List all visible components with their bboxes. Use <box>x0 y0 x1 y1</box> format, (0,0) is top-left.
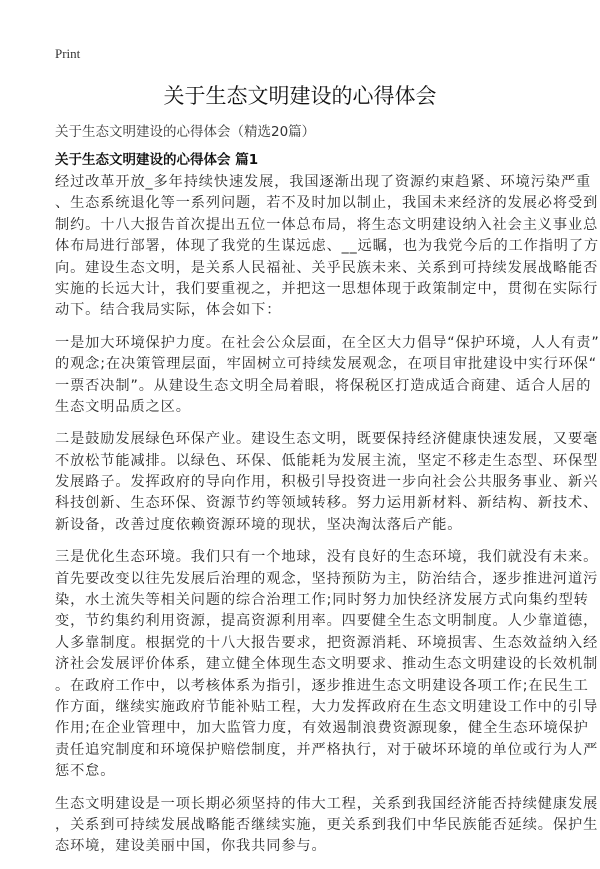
paragraph-line: 一是加大环境保护力度。在社会公众层面，在全区大力倡导“保护环境，人人有责” <box>55 334 600 351</box>
paragraph-line: 新设备，改善过度依赖资源环境的现状，坚决淘汰落后产能。 <box>55 516 463 533</box>
paragraph-line: 不放松节能减排。以绿色、环保、低能耗为发展主流，坚定不移走生态型、环保型 <box>55 452 599 469</box>
paragraph-line: 。在政府工作中，以考核体系为指引，逐步推进生态文明建设各项工作;在民生工 <box>55 677 589 694</box>
paragraph <box>55 429 599 536</box>
paragraph-line: 态环境，建设美丽中国，你我共同参与。 <box>55 838 327 855</box>
document-title: 关于生态文明建设的心得体会 <box>163 84 437 108</box>
paragraph-line: 作用;在企业管理中，加大监管力度，有效遏制浪费资源现象，健全生态环境保护 <box>55 720 589 737</box>
print-link[interactable]: Print <box>55 46 81 61</box>
document-body <box>55 172 600 869</box>
paragraph-line: 作方面，继续实施政府节能补贴工程，大力发挥政府在生态文明建设工作中的引导 <box>55 698 599 715</box>
paragraph-line: 、生态系统退化等一系列问题，若不及时加以制止，我国未来经济的发展必将受到 <box>55 195 599 212</box>
paragraph-line: 发展路子。发挥政府的导向作用，积极引导投资进一步向社会公共服务事业、新兴 <box>55 474 599 491</box>
paragraph-line: 动下。结合我局实际，体会如下： <box>55 302 282 319</box>
paragraph-line: 济社会发展评价体系，建立健全体现生态文明要求、推动生态文明建设的长效机制 <box>55 656 599 673</box>
document-subtitle: 关于生态文明建设的心得体会（精选20篇） <box>55 124 316 140</box>
paragraph-line: 责任追究制度和环境保护赔偿制度，并严格执行，对于破坏环境的单位或行为人严 <box>55 741 599 758</box>
paragraph-line: 人多靠制度。根据党的十八大报告要求，把资源消耗、环境损害、生态效益纳入经 <box>55 634 599 651</box>
paragraph-line: 实施的长远大计，我们要重视之，并把这一思想体现于政策制定中，贯彻在实际行 <box>55 280 599 297</box>
paragraph-line: 惩不怠。 <box>55 763 116 780</box>
paragraph-line: 生态文明品质之区。 <box>55 398 191 415</box>
paragraph-line: 三是优化生态环境。我们只有一个地球，没有良好的生态环境，我们就没有未来。 <box>55 549 599 566</box>
paragraph-line: 经过改革开放_多年持续快速发展，我国逐渐出现了资源约束趋紧、环境污染严重 <box>55 174 592 190</box>
paragraph-line: 首先要改变以往先发展后治理的观念，坚持预防为主，防治结合，逐步推进河道污 <box>55 570 599 587</box>
paragraph-line: 二是鼓励发展绿色环保产业。建设生态文明，既要保持经济健康快速发展，又要毫 <box>55 431 599 448</box>
paragraph-line: 的观念;在决策管理层面，牢固树立可持续发展观念，在项目审批建设中实行环保“ <box>55 356 597 373</box>
paragraph <box>55 333 600 419</box>
paragraph-line: 体布局进行部署，体现了我党的生谋远虑、__远瞩，也为我党今后的工作指明了方 <box>55 238 600 255</box>
paragraph-line: 一票否决制”。从建设生态文明全局着眼，将保税区打造成适合商建、适合人居的 <box>55 377 592 394</box>
paragraph-line: 制约。十八大报告首次提出五位一体总布局，将生态文明建设纳入社会主义事业总 <box>55 216 599 233</box>
paragraph <box>55 547 599 782</box>
section-heading: 关于生态文明建设的心得体会 篇1 <box>55 152 259 168</box>
paragraph-line: 科技创新、生态环保、资源节约等领域转移。努力运用新材料、新结构、新技术、 <box>55 495 599 512</box>
paragraph-line: 染，水土流失等相关问题的综合治理工作;同时努力加快经济发展方式向集约型转 <box>55 592 589 609</box>
paragraph <box>55 794 599 858</box>
paragraph-line: ，关系到可持续发展战略能否继续实施，更关系到我们中华民族能否延续。保护生 <box>55 816 599 833</box>
paragraph-line: 生态文明建设是一项长期必须坚持的伟大工程，关系到我国经济能否持续健康发展 <box>55 795 599 812</box>
paragraph <box>55 172 600 322</box>
paragraph-line: 向。建设生态文明，是关系人民福祉、关乎民族未来、关系到可持续发展战略能否 <box>55 259 599 276</box>
paragraph-line: 变，节约集约利用资源，提高资源利用率。四要健全生态文明制度。人少靠道德， <box>55 613 599 630</box>
